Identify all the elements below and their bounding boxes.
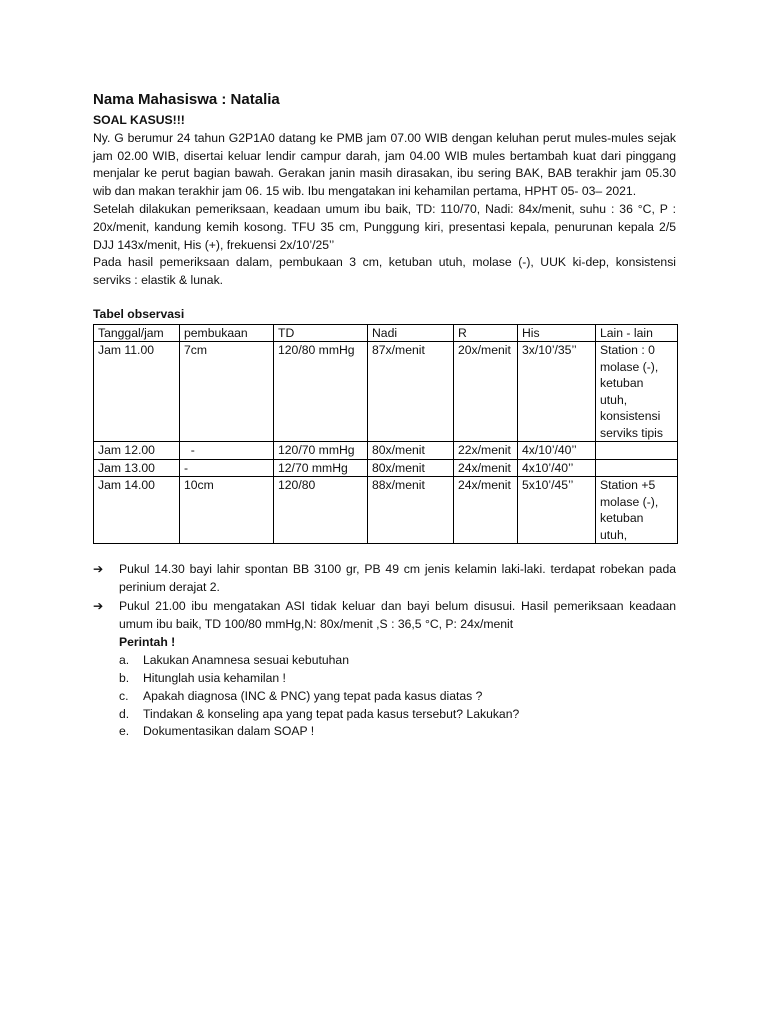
table-cell: 120/80 mmHg xyxy=(274,342,368,442)
case-label: SOAL KASUS!!! xyxy=(93,113,185,127)
instruction-letter: a. xyxy=(119,653,130,668)
table-cell: Jam 14.00 xyxy=(94,477,180,544)
table-cell: 22x/menit xyxy=(454,442,518,460)
header-cell: His xyxy=(518,324,596,342)
instruction-letter: e. xyxy=(119,724,130,739)
header-cell: pembukaan xyxy=(180,324,274,342)
instruction-letter: c. xyxy=(119,688,129,703)
table-cell: 24x/menit xyxy=(454,459,518,477)
case-paragraph-1: Ny. G berumur 24 tahun G2P1A0 datang ke PMB jam 07.00 WIB dengan keluhan perut mules-mules sejak jam 02.00 WIB, disertai keluar lendir campur darah, jam 04.00 WIB mules bertambah kuat dari pinggang menjalar ke perut bagian bawah. Gerakan janin masih dirasakan, ibu sering BAK, BAB terakhir jam 05.30 wib dan makan terakhir jam 06. 15 wib. Ibu mengatakan ini kehamilan pertama, HPHT 05- 03– 2021. xyxy=(93,130,676,199)
bullet-text: Pukul 14.30 bayi lahir spontan BB 3100 gr, PB 49 cm jenis kelamin laki-laki. terdapat robekan pada perinium derajat 2. xyxy=(119,562,676,595)
table-cell: 5x10’/45’’ xyxy=(518,477,596,544)
table-cell: 20x/menit xyxy=(454,342,518,442)
table-cell: 88x/menit xyxy=(368,477,454,544)
table-cell: 12/70 mmHg xyxy=(274,459,368,477)
instruction-item xyxy=(93,723,676,741)
bullet-item xyxy=(93,598,676,634)
table-row xyxy=(94,442,678,460)
document-content xyxy=(93,90,676,741)
table-cell: Jam 13.00 xyxy=(94,459,180,477)
table-cell: 80x/menit xyxy=(368,442,454,460)
instruction-text: Dokumentasikan dalam SOAP ! xyxy=(143,724,315,739)
table-cell xyxy=(596,459,678,477)
table-row xyxy=(94,459,678,477)
instruction-text: Hitunglah usia kehamilan ! xyxy=(143,671,286,686)
instruction-item xyxy=(93,652,676,670)
table-cell: Jam 12.00 xyxy=(94,442,180,460)
header-cell: TD xyxy=(274,324,368,342)
table-row xyxy=(94,342,678,442)
table-cell: 3x/10’/35’’ xyxy=(518,342,596,442)
table-cell: Jam 11.00 xyxy=(94,342,180,442)
table-cell xyxy=(596,442,678,460)
table-header-row xyxy=(94,324,678,342)
table-cell: Station +5 molase (-), ketuban utuh, xyxy=(596,477,678,544)
header-cell: Tanggal/jam xyxy=(94,324,180,342)
table-cell: 4x/10’/40’’ xyxy=(518,442,596,460)
instruction-item xyxy=(93,688,676,706)
table-row xyxy=(94,477,678,544)
table-cell: 87x/menit xyxy=(368,342,454,442)
table-cell: 7cm xyxy=(180,342,274,442)
right-arrow-icon: ➔ xyxy=(93,562,104,577)
table-cell: 10cm xyxy=(180,477,274,544)
bullet-text: Pukul 21.00 ibu mengatakan ASI tidak keluar dan bayi belum disusui. Hasil pemeriksaan keadaan umum ibu baik, TD 100/80 mmHg,N: 80x/menit ,S : 36,5 °C, P: 24x/menit xyxy=(119,598,676,631)
result-bullets xyxy=(93,561,676,633)
observation-table xyxy=(93,324,678,545)
table-cell: - xyxy=(180,459,274,477)
case-paragraph-2: Setelah dilakukan pemeriksaan, keadaan umum ibu baik, TD: 110/70, Nadi: 84x/menit, suhu : 36 °C, P : 20x/menit, kandung kemih kosong. TFU 35 cm, Punggung kiri, presentasi kepala, penurunan kepala 2/5 DJJ 143x/menit, His (+), frekuensi 2x/10’/25’’ xyxy=(93,201,676,252)
instruction-letter: d. xyxy=(119,706,130,721)
instructions-label: Perintah ! xyxy=(119,635,176,650)
table-cell: 120/80 xyxy=(274,477,368,544)
case-paragraph-3: Pada hasil pemeriksaan dalam, pembukaan 3 cm, ketuban utuh, molase (-), UUK ki-dep, konsistensi serviks : elastik & lunak. xyxy=(93,255,676,288)
table-title: Tabel observasi xyxy=(93,306,185,321)
right-arrow-icon: ➔ xyxy=(93,598,104,613)
instruction-item xyxy=(93,706,676,724)
table-cell: 24x/menit xyxy=(454,477,518,544)
instruction-text: Tindakan & konseling apa yang tepat pada kasus tersebut? Lakukan? xyxy=(143,706,520,721)
instruction-text: Apakah diagnosa (INC & PNC) yang tepat pada kasus diatas ? xyxy=(143,688,483,703)
table-cell: 4x10’/40’’ xyxy=(518,459,596,477)
table-cell: 120/70 mmHg xyxy=(274,442,368,460)
table-cell: 80x/menit xyxy=(368,459,454,477)
table-cell: Station : 0 molase (-), ketuban utuh, konsistensi serviks tipis xyxy=(596,342,678,442)
header-cell: Nadi xyxy=(368,324,454,342)
instruction-item xyxy=(93,670,676,688)
table-cell: - xyxy=(180,442,274,460)
header-cell: R xyxy=(454,324,518,342)
instruction-text: Lakukan Anamnesa sesuai kebutuhan xyxy=(143,653,349,668)
header-cell: Lain - lain xyxy=(596,324,678,342)
instruction-letter: b. xyxy=(119,671,130,686)
bullet-item xyxy=(93,561,676,597)
student-name-title: Nama Mahasiswa : Natalia xyxy=(93,91,280,108)
